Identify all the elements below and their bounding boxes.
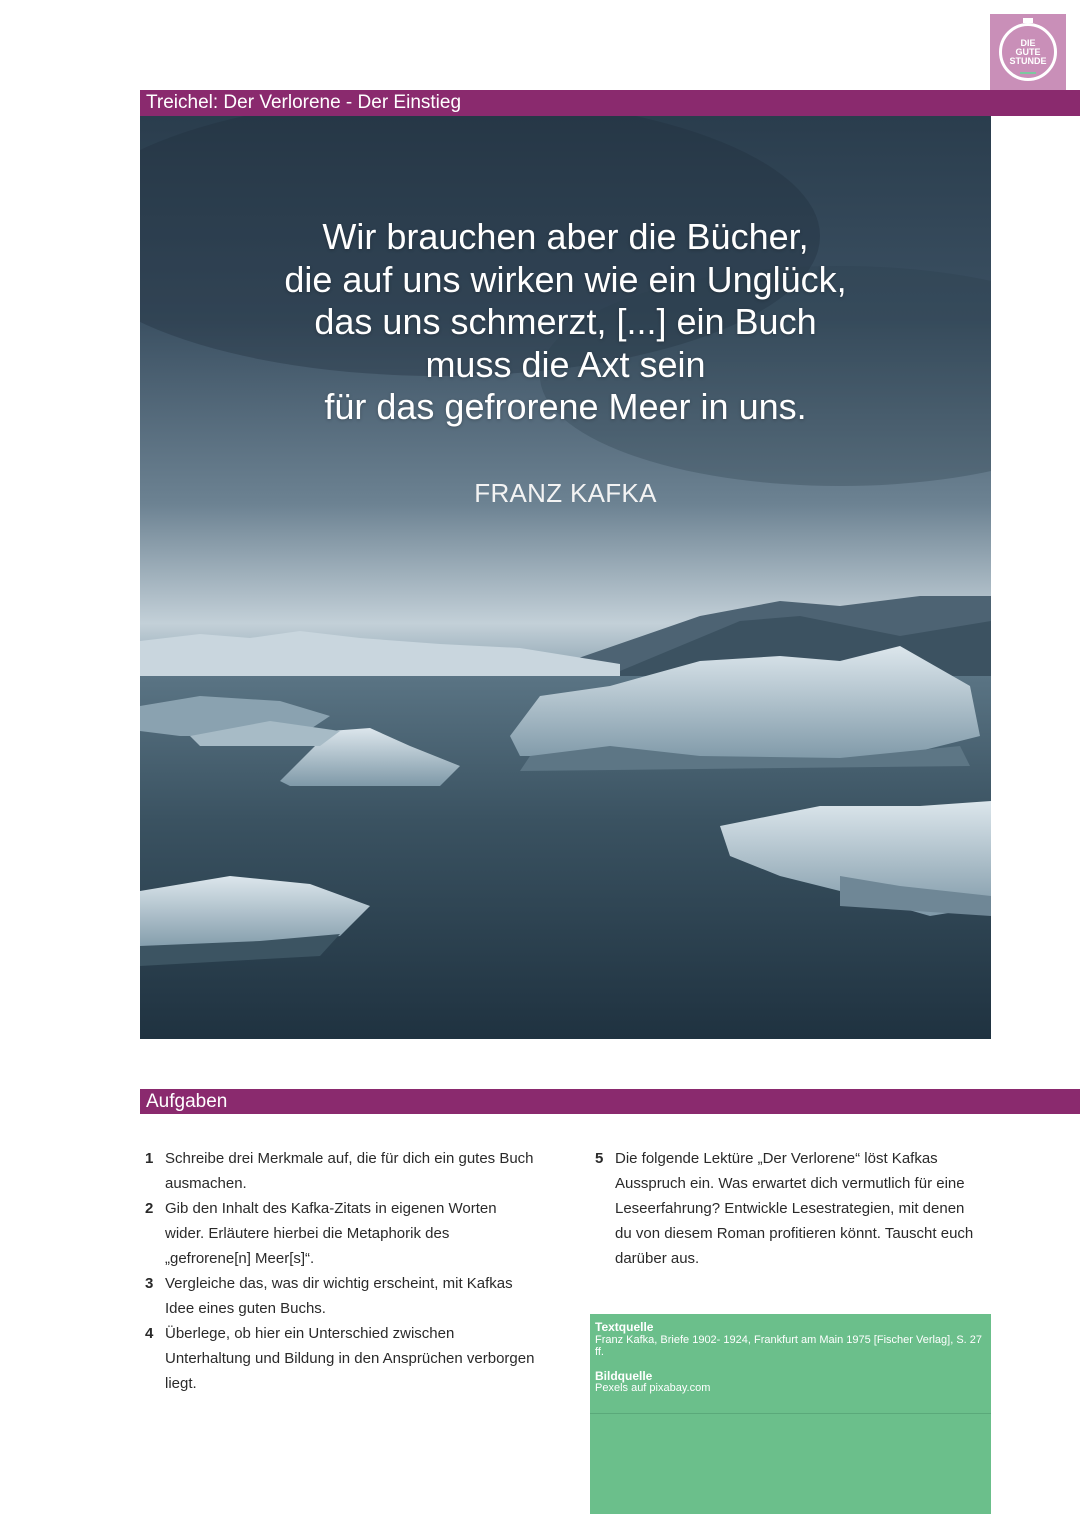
task-text: Die folgende Lektüre „Der Verlorene“ löst Kafkas Ausspruch ein. Was erwartet dich vermutlich für eine Leseerfahrung? Entwickle Lesestrategien, mit denen du von diesem Roman profitieren könnt. Tauscht euch darüber aus. — [615, 1150, 974, 1267]
tasks-left-column — [145, 1146, 535, 1396]
task-item — [145, 1196, 535, 1271]
quote-photo — [140, 116, 991, 1039]
task-text: Schreibe drei Merkmale auf, die für dich ein gutes Buch ausmachen. — [165, 1150, 534, 1192]
task-item — [595, 1146, 985, 1271]
tasks-right-column — [595, 1146, 985, 1271]
source-box — [590, 1314, 991, 1514]
task-number: 2 — [145, 1200, 154, 1217]
tasks-heading: Aufgaben — [140, 1089, 1080, 1114]
task-item — [145, 1146, 535, 1196]
kafka-quote: Wir brauchen aber die Bücher, die auf uns wirken wie ein Unglück, das uns schmerzt, [...] ein Buch muss die Axt sein für das gefrorene Meer in uns. — [284, 216, 847, 427]
task-item — [145, 1271, 535, 1321]
task-text: Überlege, ob hier ein Unterschied zwischen Unterhaltung und Bildung in den Ansprüchen verborgen liegt. — [165, 1325, 535, 1392]
task-number: 3 — [145, 1275, 154, 1292]
source-divider — [590, 1413, 991, 1414]
task-text: Vergleiche das, was dir wichtig erscheint, mit Kafkas Idee eines guten Buchs. — [165, 1275, 513, 1317]
task-item — [145, 1321, 535, 1396]
page-title: Treichel: Der Verlorene - Der Einstieg — [140, 90, 1080, 116]
task-number: 5 — [595, 1150, 604, 1167]
image-source-value: Pexels auf pixabay.com — [595, 1382, 711, 1394]
logo-text-3: STUNDE — [1009, 55, 1047, 66]
logo-badge — [990, 14, 1066, 90]
task-number: 1 — [145, 1150, 154, 1167]
stopwatch-icon — [999, 23, 1057, 81]
text-source-label: Textquelle — [595, 1320, 654, 1334]
task-text: Gib den Inhalt des Kafka-Zitats in eigenen Worten wider. Erläutere hierbei die Metaphorik des „gefrorene[n] Meer[s]“. — [165, 1200, 497, 1267]
logo-text-1: DIE — [1020, 37, 1036, 48]
quote-author: FRANZ KAFKA — [474, 478, 657, 508]
task-number: 4 — [145, 1325, 154, 1342]
text-source-value: Franz Kafka, Briefe 1902- 1924, Frankfurt am Main 1975 [Fischer Verlag], S. 27 ff. — [595, 1333, 983, 1358]
logo-text-2: GUTE — [1015, 46, 1041, 57]
image-source-label: Bildquelle — [595, 1368, 653, 1383]
